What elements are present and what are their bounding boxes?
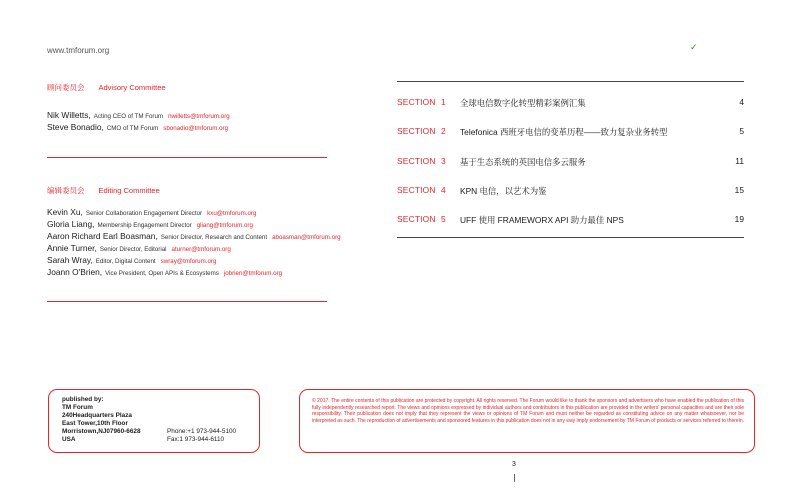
member-email[interactable]: aturner@tmforum.org [171,246,231,253]
member-name: Nik Willetts, [47,110,91,120]
toc-section-title: 基于生态系统的英国电信多云服务 [460,157,586,167]
toc-page-number: 5 [739,126,744,136]
toc-section-label: SECTION [397,156,436,166]
toc-section-title: 全球电信数字化转型精彩案例汇集 [460,98,586,108]
divider [47,157,327,158]
member-name: Gloria Liang, [47,219,95,229]
toc-page-number: 11 [735,156,744,166]
toc-section-number: 1 [441,97,446,107]
editing-member [47,207,256,219]
address-line: 240Headquarters Plaza [62,412,132,419]
toc-section-label: SECTION [397,126,436,136]
page-number: 3 [512,461,516,468]
member-role: CMO of TM Forum [106,125,159,132]
member-email[interactable]: kxu@tmforum.org [207,210,257,217]
check-icon: ✓ [690,42,698,52]
publisher-box [48,389,260,453]
copyright-text: © 2017. The entire contents of this publication are protected by copyright. All rights reserved. The Forum would like to thank the sponsors and advertisers who have enabled the publication of this fully independently researched report. The views and opinions expressed by individual authors and contributors in this publication are provided in the writers' personal capacities and are their sole responsibility. Their publication does not imply that they represent the views or opinions of TM Forum and must neither be regarded as constituting advice on any matter whatsoever, nor be interpreted as such. The reproduction of advertisements and sponsored features in this publication does not in any way imply endorsement by TM Forum of products or services referred to therein. [312,398,744,424]
editing-heading [47,185,174,196]
address-line: Morristown,NJ07960-6628 [62,428,141,435]
divider [47,301,327,302]
member-email[interactable]: nwilletts@tmforum.org [168,113,230,120]
toc-bottom-rule [397,237,744,238]
member-name: Steve Bonadio, [47,122,104,132]
member-name: Joann O'Brien, [47,267,103,277]
publisher-phone: Phone:+1 973-944-5100 [167,428,237,435]
member-role: Vice President, Open APIs & Ecosystems [105,270,219,277]
editing-member [47,231,341,243]
publisher-title: published by: [62,396,104,403]
member-role: Senior Director, Editorial [99,246,167,253]
site-url[interactable]: www.tmforum.org [47,46,110,55]
editing-title-en: Editing Committee [98,186,160,195]
toc-section-title: KPN 电信，以艺术为鉴 [460,186,547,196]
advisory-title-en: Advisory Committee [98,83,166,92]
advisory-title-cn: 顾问委员会 [47,83,85,92]
toc-entry-5[interactable] [397,214,744,226]
toc-entry-2[interactable] [397,126,744,138]
toc-top-rule [397,81,744,82]
member-email[interactable]: sbonadio@tmforum.org [163,125,229,132]
member-role: Editor, Digital Content [95,258,156,265]
member-name: Sarah Wray, [47,255,93,265]
member-email[interactable]: jobrien@tmforum.org [223,270,283,277]
advisory-member [47,110,230,122]
member-email[interactable]: gliang@tmforum.org [196,222,253,229]
toc-section-number: 3 [441,156,446,166]
toc-page-number: 4 [739,97,744,107]
toc-page-number: 19 [734,214,744,224]
member-name: Aaron Richard Earl Boasman, [47,231,158,241]
publisher-fax: Fax:1 973-944-6110 [167,436,225,443]
toc-section-label: SECTION [397,97,436,107]
copyright-box [299,389,755,453]
member-email[interactable]: aboasman@tmforum.org [272,234,341,241]
editing-member [47,267,282,279]
member-name: Kevin Xu, [47,207,83,217]
editing-member [47,243,231,255]
toc-entry-3[interactable] [397,156,744,168]
member-email[interactable]: swray@tmforum.org [160,258,217,265]
toc-section-title: UFF 使用 FRAMEWORX API 助力最佳 NPS [460,215,624,225]
page-marker [514,474,515,482]
advisory-heading [47,82,180,93]
toc-section-label: SECTION [397,214,436,224]
toc-section-number: 4 [441,185,446,195]
toc-section-title: Telefonica 西班牙电信的变革历程——致力复杂业务转型 [460,127,668,137]
publisher-address [62,404,141,444]
member-role: Membership Engagement Director [97,222,192,229]
publisher-contact [167,428,236,444]
editing-member [47,219,253,231]
toc-page-number: 15 [734,185,744,195]
member-name: Annie Turner, [47,243,97,253]
editing-title-cn: 编辑委员会 [47,186,85,195]
toc-section-number: 2 [441,126,446,136]
address-line: TM Forum [62,404,93,411]
toc-entry-4[interactable] [397,185,744,197]
advisory-member [47,122,228,134]
address-line: East Tower,10th Floor [62,420,128,427]
address-line: USA [62,436,76,443]
toc-section-label: SECTION [397,185,436,195]
toc-section-number: 5 [441,214,446,224]
member-role: Senior Collaboration Engagement Director [85,210,203,217]
member-role: Senior Director, Research and Content [160,234,268,241]
member-role: Acting CEO of TM Forum [93,113,164,120]
editing-member [47,255,216,267]
toc-entry-1[interactable] [397,97,744,109]
